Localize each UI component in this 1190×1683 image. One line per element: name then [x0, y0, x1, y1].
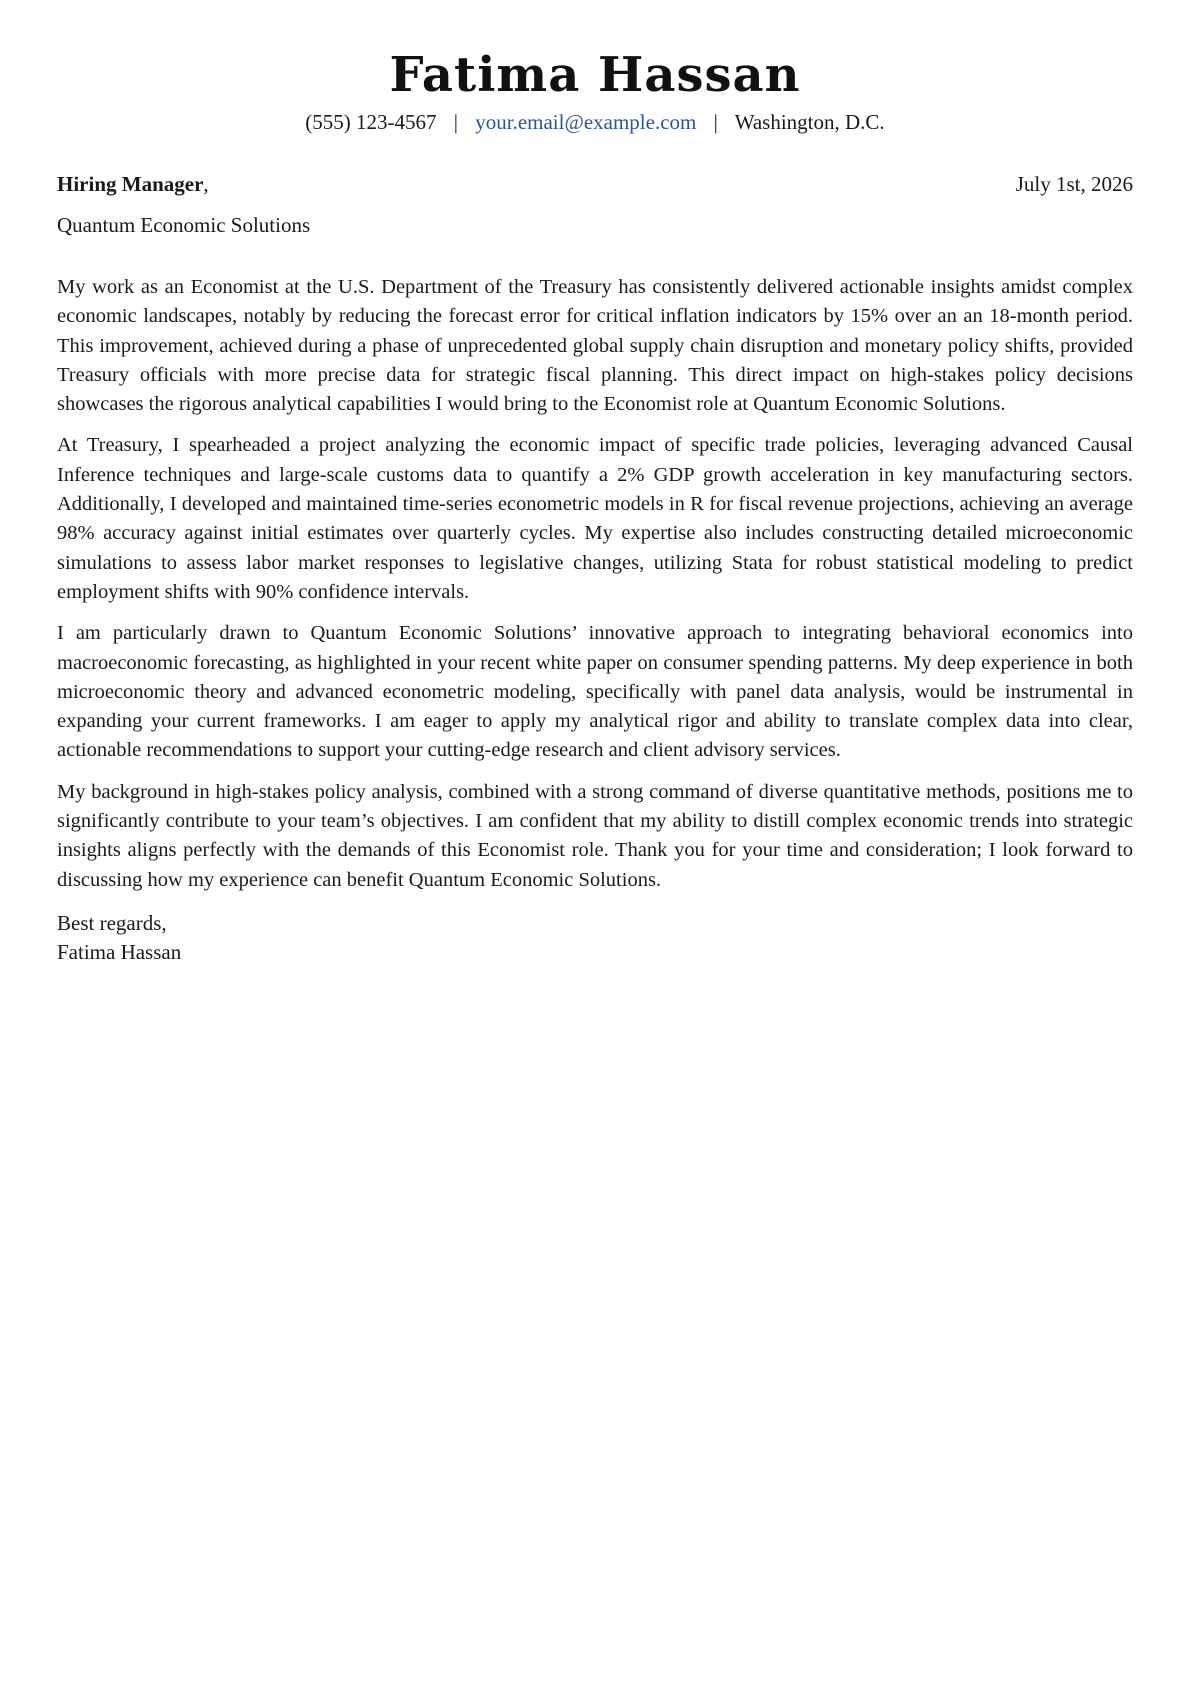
recipient-title: Hiring Manager [57, 172, 204, 196]
recipient-row [57, 170, 1133, 198]
letter-body [57, 273, 1133, 895]
recipient-title-suffix: , [203, 172, 209, 196]
closing-salutation: Best regards, [57, 910, 167, 935]
contact-separator: | [713, 110, 718, 134]
phone-number: (555) 123-4567 [305, 110, 437, 134]
closing-signature: Fatima Hassan [57, 939, 182, 964]
recipient-greeting [57, 170, 209, 198]
letter-closing [57, 909, 1133, 967]
body-paragraph: My work as an Economist at the U.S. Department of the Treasury has consistently delivered actionable insights amidst complex economic landscapes, notably by reducing the forecast error for critical inflation indicators by 15% over an an 18-month period. This improvement, achieved during a phase of unprecedented global supply chain disruption and monetary policy shifts, provided Treasury officials with more precise data for strategic fiscal planning. This direct impact on high-stakes policy decisions showcases the rigorous analytical capabilities I would bring to the Economist role at Quantum Economic Solutions. [57, 276, 1133, 416]
body-paragraph: I am particularly drawn to Quantum Economic Solutions’ innovative approach to integrating behavioral economics into macroeconomic forecasting, as highlighted in your recent white paper on consumer spending patterns. My deep experience in both microeconomic theory and advanced econometric modeling, specifically with panel data analysis, would be instrumental in expanding your current frameworks. I am eager to apply my analytical rigor and ability to translate complex data into clear, actionable recommendations to support your cutting-edge research and client advisory services. [57, 622, 1133, 762]
location: Washington, D.C. [734, 110, 885, 134]
body-paragraph: At Treasury, I spearheaded a project analyzing the economic impact of specific trade policies, leveraging advanced Causal Inference techniques and large-scale customs data to quantify a 2% GDP growth acceleration in key manufacturing sectors. Additionally, I developed and maintained time-series econometric models in R for fiscal revenue projections, achieving an average 98% accuracy against initial estimates over quarterly cycles. My expertise also includes constructing detailed microeconomic simulations to assess labor market responses to legislative changes, utilizing Stata for robust statistical modeling to predict employment shifts with 90% confidence intervals. [57, 434, 1133, 603]
cover-letter-page [57, 0, 1133, 967]
email-link[interactable]: your.email@example.com [475, 110, 697, 134]
contact-line [57, 108, 1133, 136]
recipient-company: Quantum Economic Solutions [57, 213, 311, 237]
letter-date: July 1st, 2026 [1015, 172, 1133, 196]
applicant-name: Fatima Hassan [389, 47, 801, 103]
body-paragraph: My background in high-stakes policy analysis, combined with a strong command of diverse quantitative methods, positions me to significantly contribute to your team’s objectives. I am confident that my ability to distill complex economic trends into strategic insights aligns perfectly with the demands of this Economist role. Thank you for your time and consideration; I look forward to discussing how my experience can benefit Quantum Economic Solutions. [57, 780, 1133, 891]
contact-separator: | [453, 110, 458, 134]
